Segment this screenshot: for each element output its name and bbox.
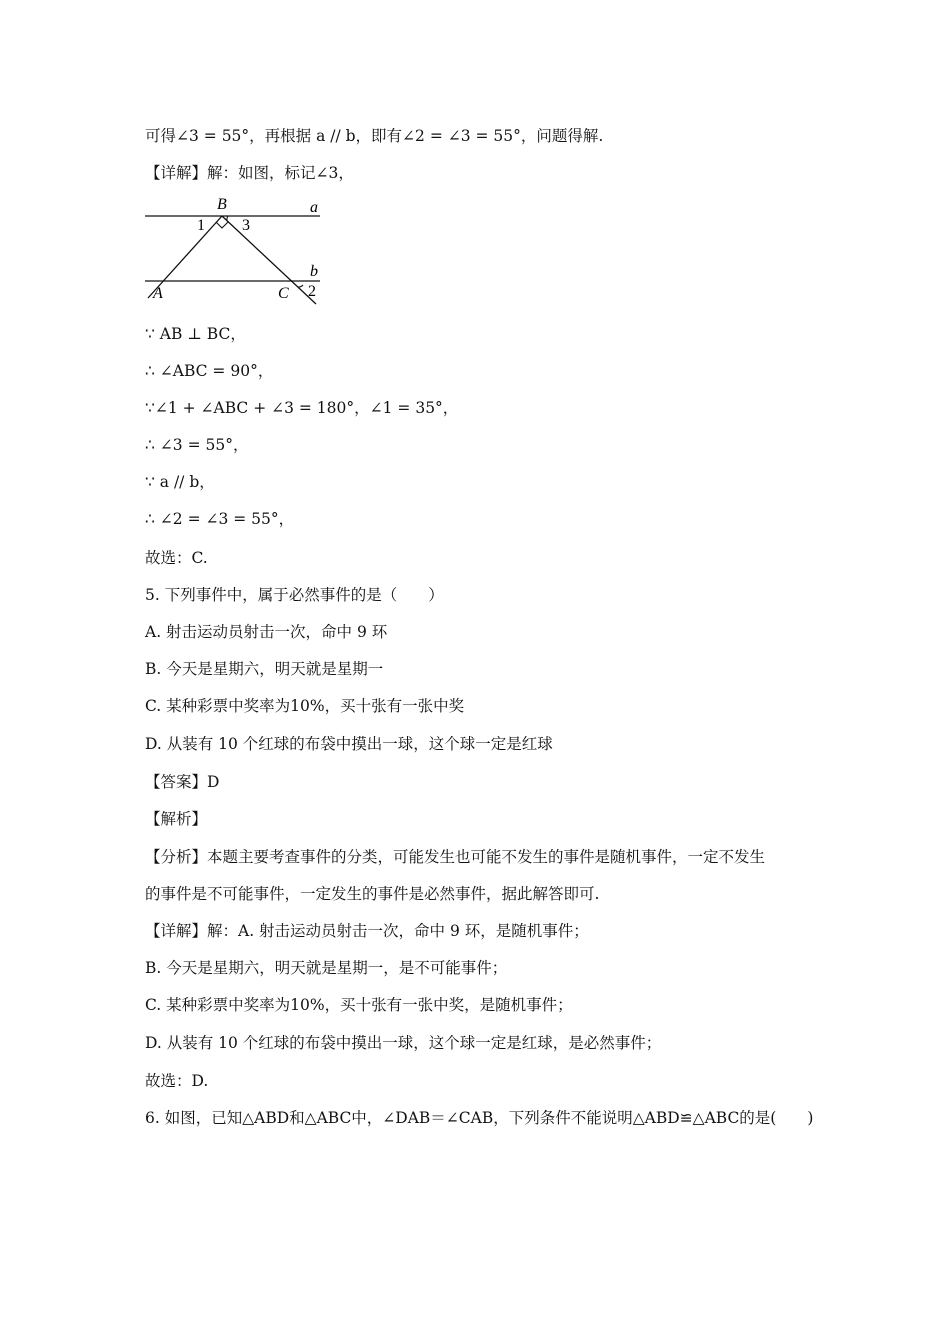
question-5-option-c: C. 某种彩票中奖率为10%，买十张有一张中奖 bbox=[145, 697, 465, 715]
label-line-a: a bbox=[310, 199, 318, 216]
label-b-point: B bbox=[217, 196, 227, 213]
label-angle-2: 2 bbox=[308, 283, 316, 300]
detail-text-d: D. 从装有 10 个红球的布袋中摸出一球，这个球一定是红球，是必然事件； bbox=[145, 1034, 662, 1052]
analysis-text-1: 【分析】本题主要考查事件的分类，可能发生也可能不发生的事件是随机事件，一定不发生 bbox=[145, 848, 766, 866]
label-a-point: A bbox=[153, 285, 163, 302]
label-c-point: C bbox=[278, 285, 289, 302]
label-angle-1: 1 bbox=[197, 217, 205, 234]
angle-3-arc bbox=[227, 216, 228, 221]
answer-label: 【答案】D bbox=[145, 773, 220, 791]
label-angle-3: 3 bbox=[242, 217, 250, 234]
analysis-label: 【解析】 bbox=[145, 810, 208, 828]
parallel-lines-figure bbox=[140, 192, 330, 312]
text-line-1: 可得∠3 = 55°，再根据 a // b，即有∠2 = ∠3 = 55°，问题得解. bbox=[145, 127, 604, 145]
text-line-6: ∴ ∠3 = 55°， bbox=[145, 436, 249, 454]
text-line-4: ∴ ∠ABC = 90°， bbox=[145, 362, 274, 380]
angle-2-arc bbox=[298, 285, 303, 287]
choose-d: 故选：D. bbox=[145, 1072, 209, 1090]
question-5-option-b: B. 今天是星期六，明天就是星期一 bbox=[145, 660, 384, 678]
text-line-7: ∵ a // b， bbox=[145, 473, 215, 491]
detail-text-c: C. 某种彩票中奖率为10%，买十张有一张中奖，是随机事件； bbox=[145, 996, 573, 1014]
question-5-option-a: A. 射击运动员射击一次，命中 9 环 bbox=[145, 623, 388, 641]
text-line-5: ∵∠1 + ∠ABC + ∠3 = 180°，∠1 = 35°， bbox=[145, 399, 459, 417]
detail-text-a: 【详解】解：A. 射击运动员射击一次，命中 9 环，是随机事件； bbox=[145, 922, 589, 940]
question-6-stem: 6. 如图，已知△ABD和△ABC中，∠DAB＝∠CAB，下列条件不能说明△ABD≌△ABC的是( ) bbox=[145, 1109, 814, 1127]
text-line-2: 【详解】解：如图，标记∠3， bbox=[145, 164, 354, 182]
text-line-9: 故选：C. bbox=[145, 549, 208, 567]
text-line-3: ∵ AB ⊥ BC， bbox=[145, 325, 246, 343]
question-5-option-d: D. 从装有 10 个红球的布袋中摸出一球，这个球一定是红球 bbox=[145, 735, 553, 753]
question-5-stem: 5. 下列事件中，属于必然事件的是（ ） bbox=[145, 586, 444, 604]
text-line-8: ∴ ∠2 = ∠3 = 55°， bbox=[145, 510, 295, 528]
right-angle-mark bbox=[216, 222, 228, 228]
analysis-text-2: 的事件是不可能事件，一定发生的事件是必然事件，据此解答即可. bbox=[145, 885, 600, 903]
segment-bc bbox=[222, 216, 316, 304]
label-line-b: b bbox=[310, 263, 318, 280]
detail-text-b: B. 今天是星期六，明天就是星期一，是不可能事件； bbox=[145, 959, 508, 977]
